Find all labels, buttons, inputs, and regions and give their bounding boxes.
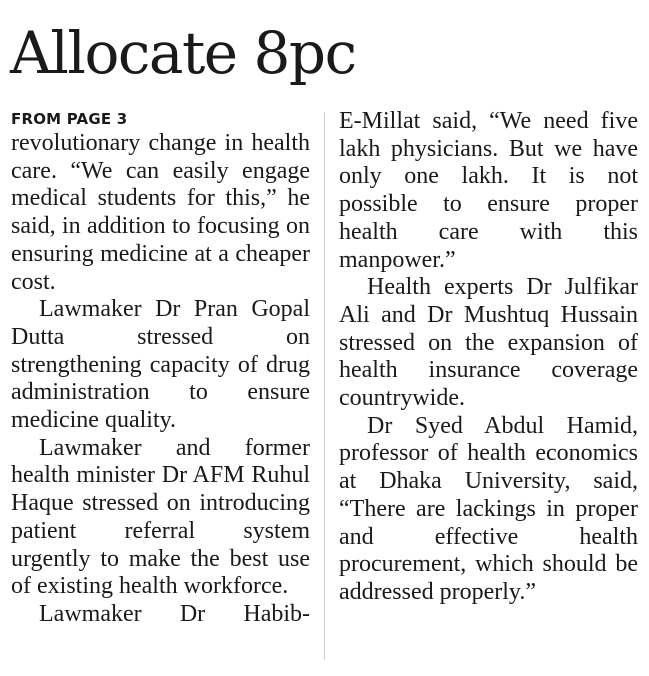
paragraph: revolutionary change in health care. “We can easily engage medical students for this,” he said, in addition to focusing on ensuring medicine at a cheaper cost. (11, 130, 310, 295)
paragraph: Lawmaker Dr Pran Gopal Dutta stressed on strengthening capacity of drug administration to ensure medicine quality. (11, 296, 310, 434)
paragraph: Dr Syed Abdul Hamid, professor of health economics at Dhaka University, said, “There are lackings in proper and effective health procurement, which should be addressed properly.” (339, 412, 638, 605)
paragraph: Health experts Dr Julfikar Ali and Dr Mushtuq Hussain stressed on the expansion of health insurance coverage countrywide. (339, 274, 638, 412)
paragraph: E-Millat said, “We need five lakh physicians. But we have only one lakh. It is not possible to ensure proper health care with this manpower.” (339, 108, 638, 273)
right-column (339, 108, 638, 607)
column-divider (324, 112, 325, 660)
paragraph: Lawmaker Dr Habib- (39, 600, 310, 627)
paragraph: Lawmaker and former health minister Dr AFM Ruhul Haque stressed on introducing patient referral system urgently to make the best use of existing health workforce. (11, 434, 310, 600)
continuation-kicker: FROM PAGE 3 (11, 110, 128, 128)
headline: Allocate 8pc (10, 19, 356, 87)
left-column (11, 108, 310, 629)
